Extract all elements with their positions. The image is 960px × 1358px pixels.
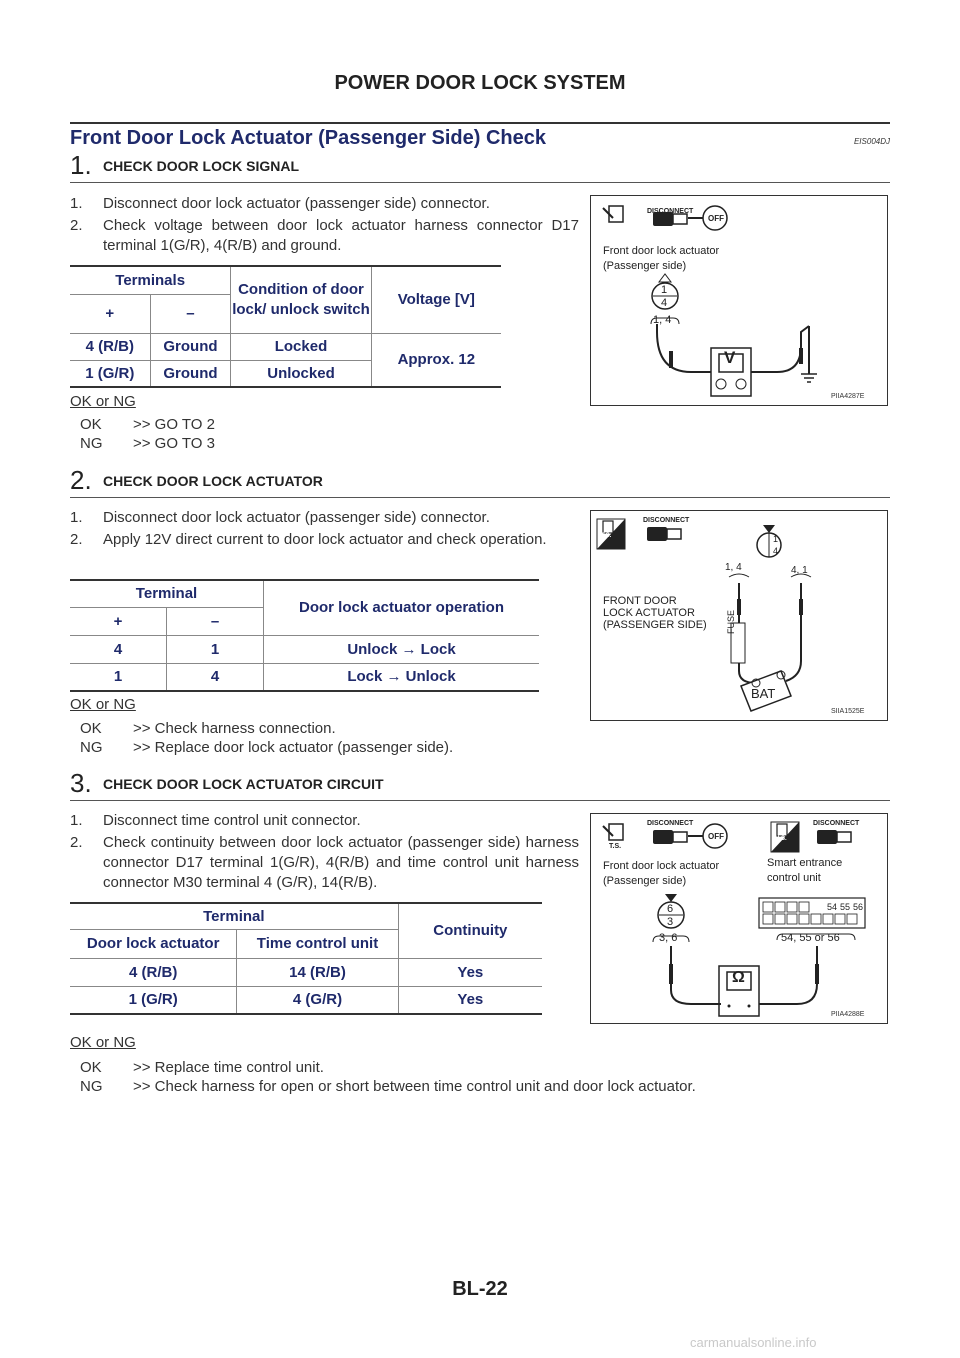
table-cell: 4 (R/B) xyxy=(70,333,150,360)
table-header-plus: + xyxy=(70,294,150,333)
hs-label: H.S. xyxy=(775,836,787,842)
page-number: BL-22 xyxy=(452,1278,508,1300)
figure-actuator-check xyxy=(590,510,888,721)
table-cell: 4 (R/B) xyxy=(70,958,237,986)
connector-pin-label: 4 xyxy=(773,546,779,556)
step-1-ok-key: OK xyxy=(80,416,102,433)
step-3-ng-key: NG xyxy=(80,1078,103,1095)
step-2-ok-value: >> Check harness connection. xyxy=(133,720,336,737)
table-header-operation: Door lock actuator operation xyxy=(264,580,540,635)
step-1-item-2-text: Check voltage between door lock actuator harness connector D17 terminal 1(G/R), 4(R/B) and ground. xyxy=(103,217,579,254)
step-1-ok-or-ng: OK or NG xyxy=(70,393,136,410)
table-cell: 1 xyxy=(113,668,123,686)
table-header-plus: + xyxy=(70,607,167,635)
step-2-ng-key: NG xyxy=(80,739,103,756)
step-2-item-1-text: Disconnect door lock actuator (passenger side) connector. xyxy=(103,509,490,526)
step-1-item-2-number: 2. xyxy=(70,217,83,234)
section-title: Front Door Lock Actuator (Passenger Side) Check xyxy=(70,127,547,149)
table-header-voltage: Voltage [V] xyxy=(371,266,501,333)
step-2-number: 2. xyxy=(70,465,92,495)
page-header-title: POWER DOOR LOCK SYSTEM xyxy=(334,72,626,94)
step-2-ok-or-ng: OK or NG xyxy=(70,696,136,713)
step-3-rule xyxy=(70,800,890,801)
right-pins-label: 54, 55 or 56 xyxy=(781,932,840,944)
step-2-item-2-text: Apply 12V direct current to door lock actuator and check operation. xyxy=(103,531,547,548)
table-header-minus: – xyxy=(150,294,231,333)
disconnect-label: DISCONNECT xyxy=(647,208,694,215)
step-2-ng-value: >> Replace door lock actuator (passenger side). xyxy=(133,739,454,756)
figure-3-label-1: Front door lock actuator xyxy=(603,860,720,872)
connector-pin-label: 3 xyxy=(667,916,674,928)
step-3-item-1-text: Disconnect time control unit connector. xyxy=(103,812,361,829)
step-2-operation-table xyxy=(70,579,539,692)
pin-55-label: 55 xyxy=(840,902,851,912)
table-header-terminals: Terminals xyxy=(70,266,231,294)
step-3-title: CHECK DOOR LOCK ACTUATOR CIRCUIT xyxy=(103,776,384,792)
ohmmeter-symbol: Ω xyxy=(732,969,745,986)
step-2-title: CHECK DOOR LOCK ACTUATOR xyxy=(103,473,323,489)
step-1-voltage-table xyxy=(70,265,501,388)
step-1-title: CHECK DOOR LOCK SIGNAL xyxy=(103,158,299,174)
step-3-item-1-number: 1. xyxy=(70,812,83,829)
ts-label: T.S. xyxy=(601,533,612,539)
table-cell: Unlock → Lock xyxy=(264,635,540,663)
table-cell: Yes xyxy=(398,986,542,1014)
step-1-item-1-text: Disconnect door lock actuator (passenger side) connector. xyxy=(103,195,490,212)
step-1-ng-value: >> GO TO 3 xyxy=(133,435,215,452)
figure-3-label-4: control unit xyxy=(767,872,821,884)
connector-pin-label: 1 xyxy=(773,534,779,544)
step-1-item-1-number: 1. xyxy=(70,195,83,212)
connector-pins-label: 1, 4 xyxy=(653,314,672,326)
left-pins-label: 1, 4 xyxy=(725,562,742,573)
table-header-minus: – xyxy=(167,607,264,635)
table-header-time-control-unit: Time control unit xyxy=(237,929,398,958)
section-code: EIS004DJ xyxy=(853,137,890,146)
left-pins-label: 3, 6 xyxy=(659,932,678,944)
step-2-item-1-number: 1. xyxy=(70,509,83,526)
table-cell: 4 xyxy=(167,663,264,691)
step-3-ok-or-ng: OK or NG xyxy=(70,1034,136,1051)
disconnect-label: DISCONNECT xyxy=(647,820,694,827)
table-header-condition: Condition of door lock/ unlock switch xyxy=(231,266,371,333)
battery-label: BAT xyxy=(751,686,776,701)
pin-54-label: 54 xyxy=(827,902,838,912)
figure-voltage-check xyxy=(590,195,888,406)
connector-pin-label: 4 xyxy=(661,297,668,309)
table-cell: 4 xyxy=(70,635,167,663)
watermark: carmanualsonline.info xyxy=(690,1335,817,1350)
table-header-terminal: Terminal xyxy=(70,903,398,929)
table-cell: 4 (G/R) xyxy=(237,986,398,1014)
table-cell: 1 (G/R) xyxy=(128,991,178,1009)
figure-3-label-3: Smart entrance xyxy=(767,857,843,869)
figure-3-label-2: (Passenger side) xyxy=(603,875,687,887)
header-rule xyxy=(70,122,890,124)
table-cell: Unlocked xyxy=(231,360,371,387)
continuity-check-diagram xyxy=(591,814,887,1023)
figure-1-label-1: Front door lock actuator xyxy=(603,245,720,257)
table-cell: 1 (G/R) xyxy=(85,364,135,382)
step-2-ok-key: OK xyxy=(80,720,102,737)
step-3-item-2-text: Check continuity between door lock actuator (passenger side) harness connector D17 terminal 1(G/R), 4(R/B) and time control unit harness connector M30 terminal 4 (G/R), 14(R/B). xyxy=(103,834,579,891)
disconnect-label: DISCONNECT xyxy=(813,820,860,827)
step-3-continuity-table xyxy=(70,902,542,1015)
figure-2-label-1: FRONT DOOR xyxy=(603,595,677,607)
table-cell: Lock → Unlock xyxy=(264,663,540,691)
off-label: OFF xyxy=(708,214,724,223)
figure-code: PIIA4287E xyxy=(831,393,865,400)
disconnect-label: DISCONNECT xyxy=(643,517,690,524)
figure-code: PIIA4288E xyxy=(831,1011,865,1018)
step-3-ng-value: >> Check harness for open or short between time control unit and door lock actuator. xyxy=(133,1078,696,1095)
right-pins-label: 4, 1 xyxy=(791,565,808,576)
table-cell: 1 xyxy=(167,635,264,663)
voltmeter-symbol: V xyxy=(724,348,736,367)
step-1-rule xyxy=(70,182,890,183)
step-3-number: 3. xyxy=(70,768,92,798)
table-cell-voltage: Approx. 12 xyxy=(371,333,501,387)
step-2-item-2-number: 2. xyxy=(70,531,83,548)
step-1-ng-key: NG xyxy=(80,435,103,452)
table-cell: Locked xyxy=(231,333,371,360)
voltage-check-diagram xyxy=(591,196,887,405)
step-2-rule xyxy=(70,497,890,498)
step-1-number: 1. xyxy=(70,150,92,180)
pin-56-label: 56 xyxy=(853,902,864,912)
ts-label: T.S. xyxy=(609,843,622,850)
step-3-ok-value: >> Replace time control unit. xyxy=(133,1059,324,1076)
off-label: OFF xyxy=(708,832,724,841)
connector-pin-label: 6 xyxy=(667,903,674,915)
connector-pin-label: 1 xyxy=(661,284,668,296)
figure-continuity-check xyxy=(590,813,888,1024)
figure-2-label-3: (PASSENGER SIDE) xyxy=(603,619,707,631)
table-header-terminal: Terminal xyxy=(70,580,264,607)
step-3-item-2-number: 2. xyxy=(70,834,83,851)
table-cell: Yes xyxy=(398,958,542,986)
table-cell: 14 (R/B) xyxy=(237,958,398,986)
fuse-label: FUSE xyxy=(726,609,736,634)
figure-2-label-2: LOCK ACTUATOR xyxy=(603,607,695,619)
table-header-door-lock-actuator: Door lock actuator xyxy=(70,929,237,958)
figure-code: SIIA1525E xyxy=(831,708,865,715)
step-1-ok-value: >> GO TO 2 xyxy=(133,416,215,433)
table-header-continuity: Continuity xyxy=(398,903,542,958)
step-3-ok-key: OK xyxy=(80,1059,102,1076)
table-cell: Ground xyxy=(150,360,231,387)
figure-1-label-2: (Passenger side) xyxy=(603,260,687,272)
table-cell: Ground xyxy=(150,333,231,360)
